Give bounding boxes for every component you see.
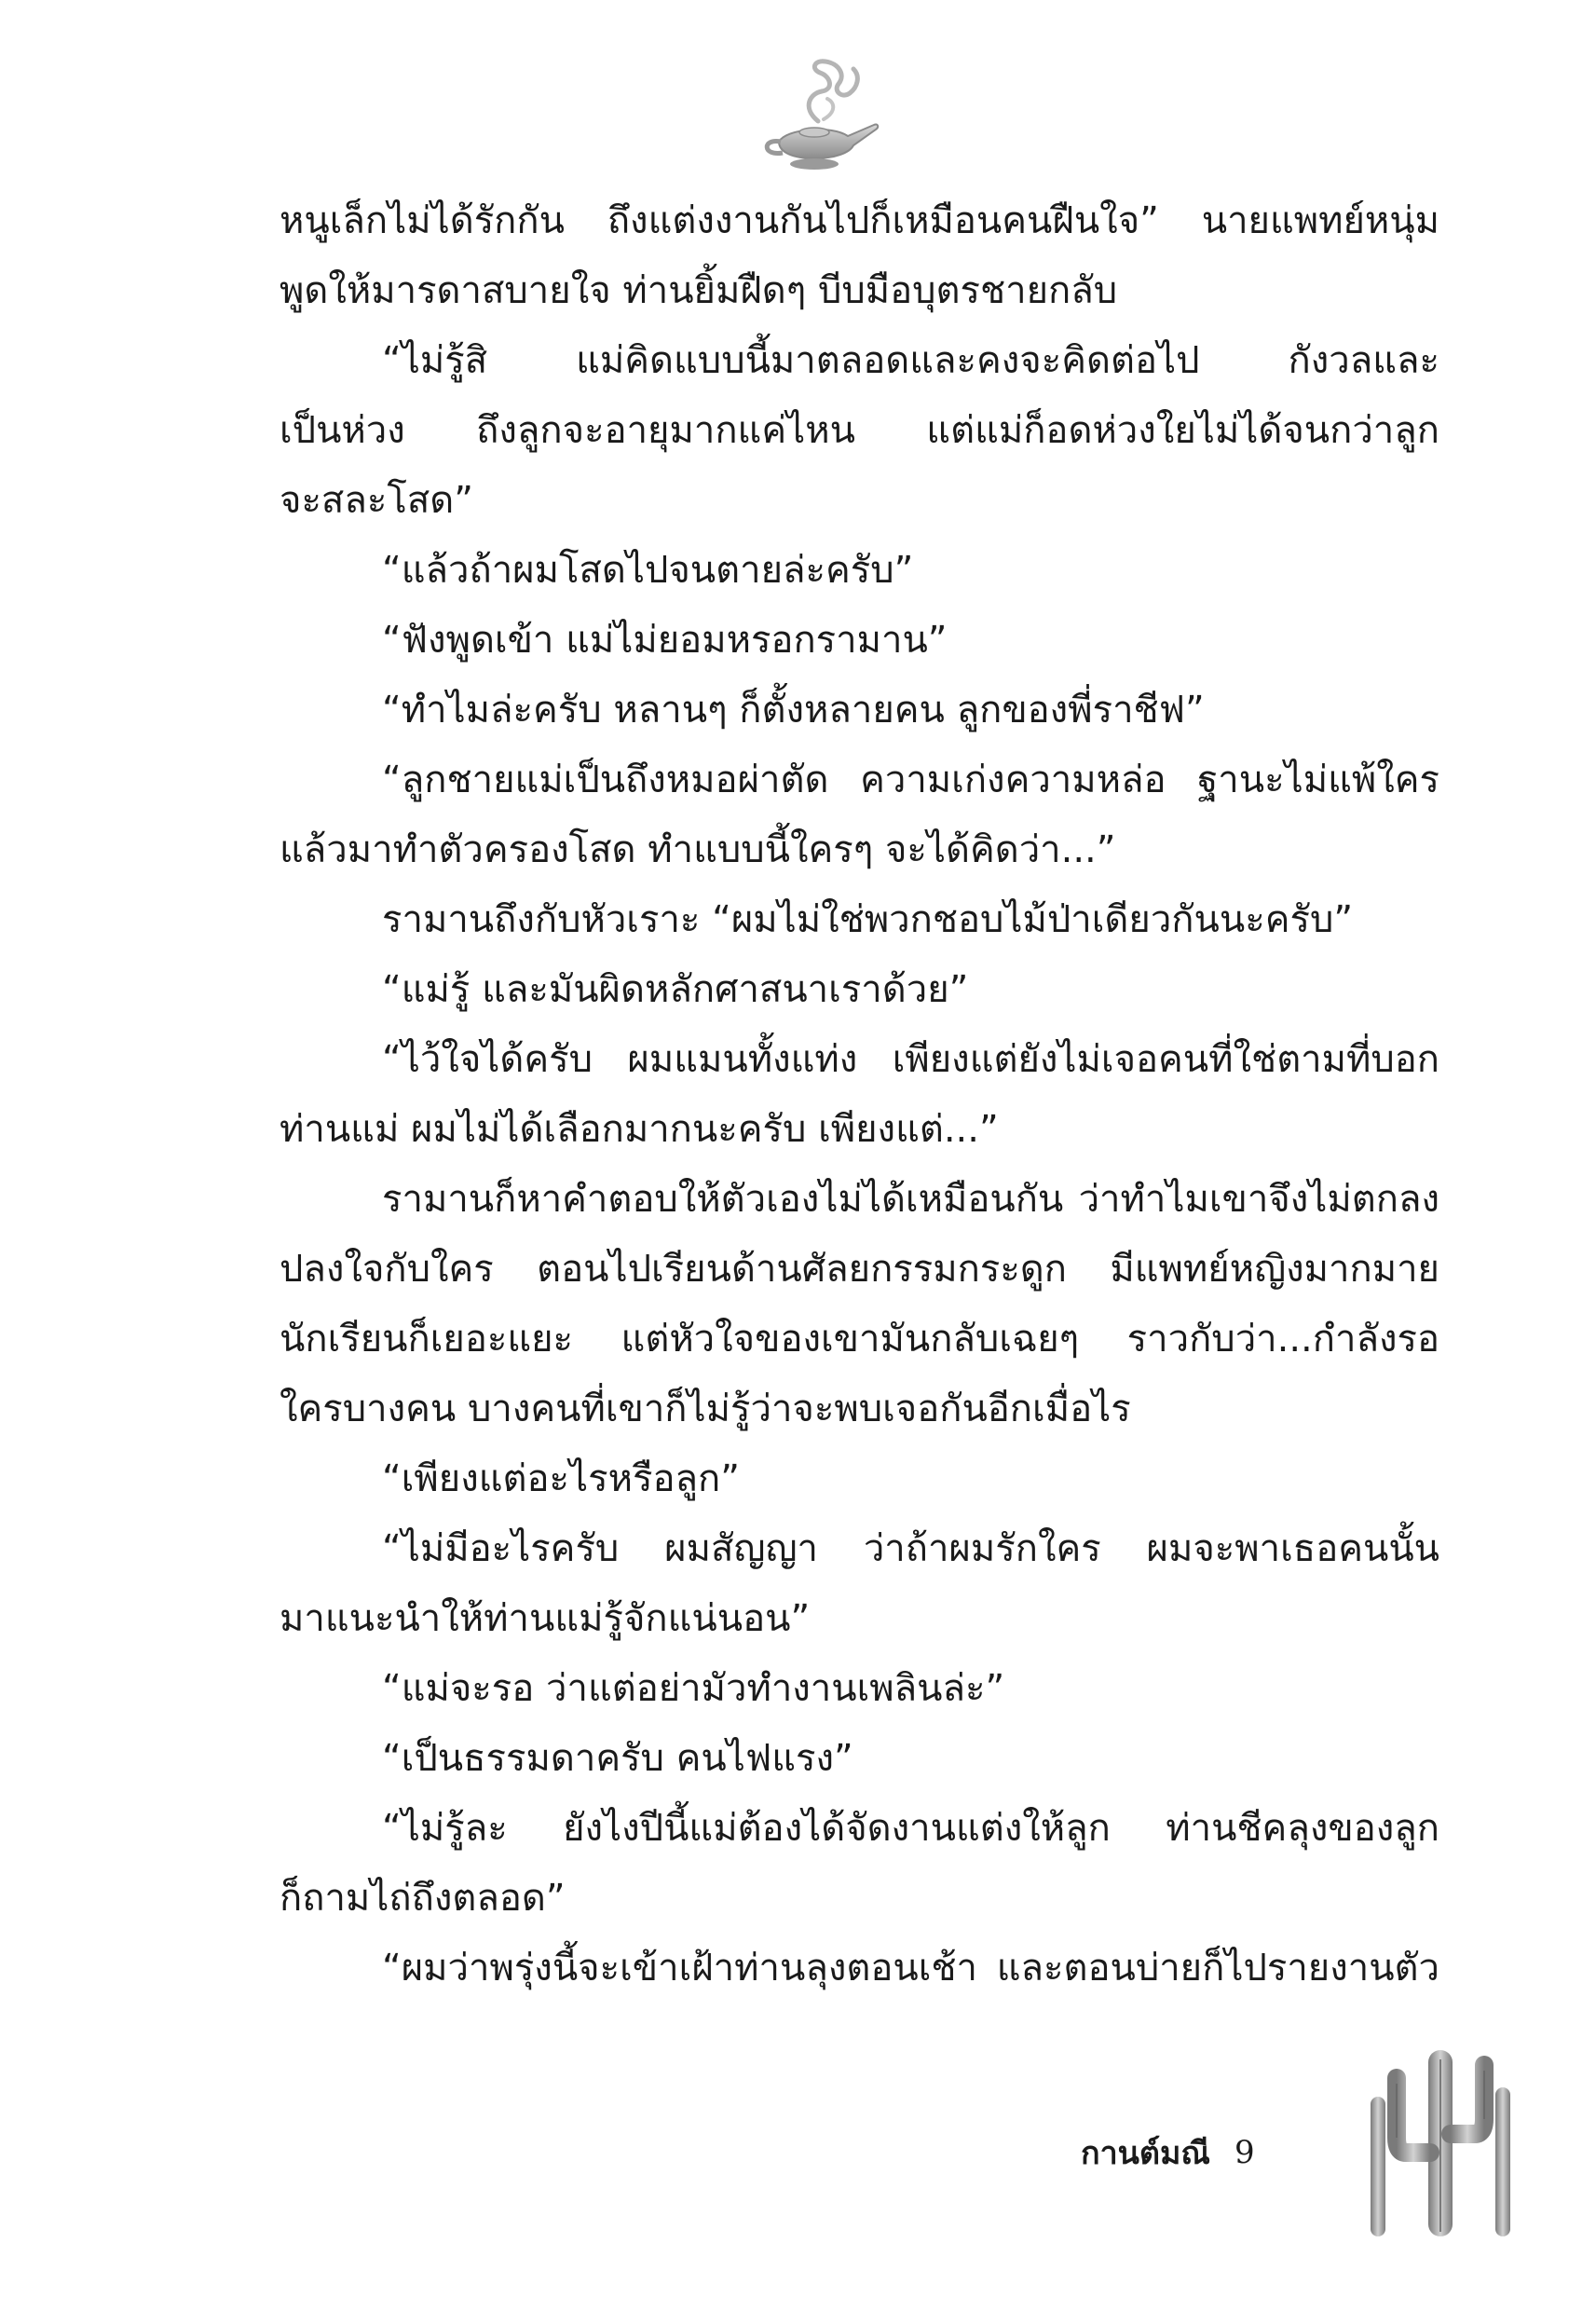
text-line: หนูเล็กไม่ได้รักกัน ถึงแต่งงานกันไปก็เหมือนคนฝืนใจ” นายแพทย์หนุ่ม [280, 199, 1439, 242]
text-line: พูดให้มารดาสบายใจ ท่านยิ้มฝืดๆ บีบมือบุตรชายกลับ [280, 269, 1118, 312]
text-line: “ไม่รู้ละ ยังไงปีนี้แม่ต้องได้จัดงานแต่งให้ลูก ท่านชีคลุงของลูก [382, 1807, 1439, 1850]
text-line: “เพียงแต่อะไรหรือลูก” [382, 1457, 740, 1500]
text-line: “ไว้ใจได้ครับ ผมแมนทั้งแท่ง เพียงแต่ยังไม่เจอคนที่ใช่ตามที่บอก [382, 1038, 1439, 1081]
text-line: “ทำไมล่ะครับ หลานๆ ก็ตั้งหลายคน ลูกของพี่ราชีฟ” [382, 689, 1205, 732]
text-line: ปลงใจกับใคร ตอนไปเรียนด้านศัลยกรรมกระดูก มีแพทย์หญิงมากมาย [280, 1248, 1439, 1291]
text-line: “ฟังพูดเข้า แม่ไม่ยอมหรอกรามาน” [382, 619, 948, 662]
text-line: “ไม่รู้สิ แม่คิดแบบนี้มาตลอดและคงจะคิดต่อไป กังวลและ [382, 339, 1439, 382]
story-text [280, 186, 1439, 2003]
text-line: ก็ถามไถ่ถึงตลอด” [280, 1877, 566, 1920]
text-line: จะสละโสด” [280, 479, 473, 522]
text-line: “เป็นธรรมดาครับ คนไฟแรง” [382, 1737, 853, 1780]
page-number: 9 [1234, 2134, 1255, 2171]
text-line: “แล้วถ้าผมโสดไปจนตายล่ะครับ” [382, 549, 914, 592]
text-line: “ผมว่าพรุ่งนี้จะเข้าเฝ้าท่านลุงตอนเช้า และตอนบ่ายก็ไปรายงานตัว [382, 1947, 1439, 1990]
page-footer [1081, 2115, 1255, 2190]
book-title: กานต์มณี [1081, 2135, 1210, 2172]
text-line: “แม่จะรอ ว่าแต่อย่ามัวทำงานเพลินล่ะ” [382, 1667, 1005, 1710]
text-line: นักเรียนก็เยอะแยะ แต่หัวใจของเขามันกลับเฉยๆ ราวกับว่า...กำลังรอ [280, 1318, 1439, 1361]
text-line: “ไม่มีอะไรครับ ผมสัญญา ว่าถ้าผมรักใคร ผมจะพาเธอคนนั้น [382, 1527, 1439, 1570]
cactus-icon [1365, 2022, 1514, 2236]
text-line: รามานถึงกับหัวเราะ “ผมไม่ใช่พวกชอบไม้ป่าเดียวกันนะครับ” [382, 898, 1354, 941]
text-line: มาแนะนำให้ท่านแม่รู้จักแน่นอน” [280, 1597, 811, 1640]
text-line: “ลูกชายแม่เป็นถึงหมอผ่าตัด ความเก่งความหล่อ ฐานะไม่แพ้ใคร [382, 759, 1439, 801]
text-line: “แม่รู้ และมันผิดหลักศาสนาเราด้วย” [382, 968, 969, 1011]
text-line: แล้วมาทำตัวครองโสด ทำแบบนี้ใครๆ จะได้คิดว่า...” [280, 828, 1116, 871]
text-line: ท่านแม่ ผมไม่ได้เลือกมากนะครับ เพียงแต่...” [280, 1108, 999, 1151]
text-line: ใครบางคน บางคนที่เขาก็ไม่รู้ว่าจะพบเจอกันอีกเมื่อไร [280, 1388, 1131, 1430]
text-line: รามานก็หาคำตอบให้ตัวเองไม่ได้เหมือนกัน ว่าทำไมเขาจึงไม่ตกลง [382, 1178, 1439, 1221]
magic-lamp-icon [745, 56, 894, 186]
text-line: เป็นห่วง ถึงลูกจะอายุมากแค่ไหน แต่แม่ก็อดห่วงใยไม่ได้จนกว่าลูก [280, 409, 1439, 452]
